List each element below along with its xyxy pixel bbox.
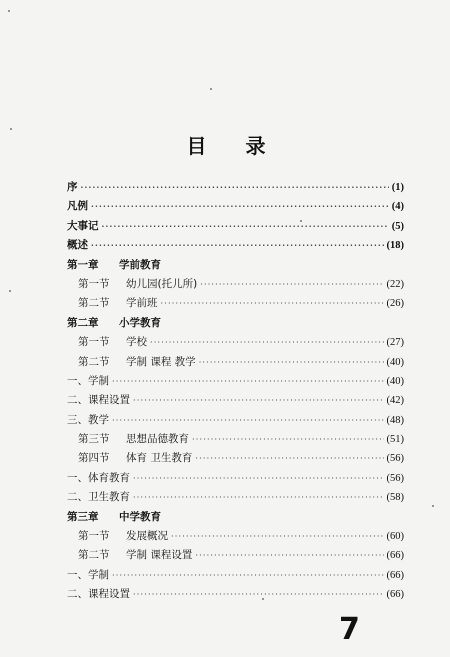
dot-leader xyxy=(200,275,383,294)
dot-leader xyxy=(81,178,389,197)
toc-entry-number: 第二节 xyxy=(78,355,110,368)
toc-entry xyxy=(67,178,404,197)
toc-entry-page: (40) xyxy=(386,375,404,387)
toc-entry-label: 发展概况 xyxy=(126,530,168,543)
toc-entry-label: 二、课程设置 xyxy=(67,588,130,601)
toc-entry-label: 概述 xyxy=(67,239,88,252)
toc-entry-label: 学前教育 xyxy=(119,258,161,271)
scan-speck xyxy=(10,128,12,130)
dot-leader xyxy=(171,527,384,546)
toc-entry xyxy=(67,256,404,275)
toc-entry xyxy=(67,469,404,488)
scan-speck xyxy=(432,505,434,507)
toc-entry-label: 二、课程设置 xyxy=(67,394,130,407)
toc-entry-number: 第一章 xyxy=(67,258,99,271)
toc-entry xyxy=(67,294,404,313)
dot-leader xyxy=(91,236,384,255)
toc-entry-label: 思想品德教育 xyxy=(126,433,189,446)
toc-entry-page: (40) xyxy=(386,356,404,368)
toc-entry xyxy=(67,546,404,565)
toc-entry-page: (60) xyxy=(386,531,404,543)
toc-entry-page: (58) xyxy=(386,492,404,504)
toc-entry-label: 一、体育教育 xyxy=(67,471,130,484)
toc-entry-label: 学前班 xyxy=(126,297,158,310)
dot-leader xyxy=(195,546,383,565)
dot-leader xyxy=(133,391,384,410)
toc-entry-page: (66) xyxy=(386,569,404,581)
toc-entry xyxy=(67,372,404,391)
dot-leader xyxy=(133,585,384,604)
toc-entry-page: (66) xyxy=(386,589,404,601)
toc-entry xyxy=(67,527,404,546)
toc-entry xyxy=(67,430,404,449)
scan-speck xyxy=(8,10,10,12)
toc-entry xyxy=(67,449,404,468)
toc-entry xyxy=(67,314,404,333)
toc-entry-label: 一、学制 xyxy=(67,568,109,581)
toc-entry xyxy=(67,353,404,372)
toc-entry-label: 凡例 xyxy=(67,200,88,213)
toc-entry xyxy=(67,585,404,604)
toc-entry-label: 幼儿园(托儿所) xyxy=(126,277,198,290)
toc-entry xyxy=(67,333,404,352)
toc-entry xyxy=(67,508,404,527)
toc-entry-page: (18) xyxy=(386,240,404,252)
dot-leader xyxy=(133,488,384,507)
toc-entry-page: (56) xyxy=(386,472,404,484)
toc-entry-number: 第二节 xyxy=(78,297,110,310)
toc-entry-label: 三、教学 xyxy=(67,413,109,426)
toc-entry-page: (66) xyxy=(386,550,404,562)
page-title: 目 录 xyxy=(186,134,282,158)
dot-leader xyxy=(102,217,389,236)
toc-entry xyxy=(67,197,404,216)
page-number: 7 xyxy=(339,612,360,647)
toc-entry-page: (51) xyxy=(386,434,404,446)
dot-leader xyxy=(150,333,384,352)
toc-entry-label: 二、卫生教育 xyxy=(67,491,130,504)
toc-entry-number: 第一节 xyxy=(78,277,110,290)
toc-entry-label: 序 xyxy=(67,181,78,193)
toc-entry-number: 第三章 xyxy=(67,510,99,523)
dot-leader xyxy=(195,449,383,468)
scan-speck xyxy=(210,88,212,90)
dot-leader xyxy=(161,294,384,313)
scan-speck xyxy=(9,290,11,292)
toc-entry-page: (48) xyxy=(386,414,404,426)
toc-entry-label: 学制 课程设置 xyxy=(126,549,193,562)
dot-leader xyxy=(133,469,384,488)
scan-speck xyxy=(262,598,264,600)
dot-leader xyxy=(192,430,384,449)
toc-entry-number: 第二节 xyxy=(78,549,110,562)
toc-entry-number: 第三节 xyxy=(78,433,110,446)
toc-entry xyxy=(67,391,404,410)
toc-entry-label: 学校 xyxy=(126,336,147,349)
dot-leader xyxy=(199,353,384,372)
toc-entry-page: (56) xyxy=(386,453,404,465)
toc-entry-page: (42) xyxy=(386,395,404,407)
dot-leader xyxy=(112,372,384,391)
toc-entry-label: 体育 卫生教育 xyxy=(126,452,193,465)
toc-entry-label: 一、学制 xyxy=(67,374,109,387)
toc-entry-page: (1) xyxy=(391,182,404,193)
toc-entry xyxy=(67,488,404,507)
toc-entry xyxy=(67,566,404,585)
dot-leader xyxy=(91,197,389,216)
toc-entry-page: (26) xyxy=(386,298,404,310)
toc-entry-label: 大事记 xyxy=(67,219,99,232)
scan-speck xyxy=(300,220,302,222)
toc-entry-label: 学制 课程 教学 xyxy=(126,355,196,368)
toc-entry-page: (4) xyxy=(391,201,404,213)
toc-entry-page: (5) xyxy=(391,220,404,232)
toc-entry-page: (22) xyxy=(386,278,404,290)
toc-entry-label: 小学教育 xyxy=(119,316,161,329)
toc-entry-number: 第四节 xyxy=(78,452,110,465)
toc-entry xyxy=(67,236,404,255)
toc-entry-label: 中学教育 xyxy=(119,510,161,523)
toc-entry xyxy=(67,217,404,236)
toc-entry-number: 第一节 xyxy=(78,336,110,349)
dot-leader xyxy=(112,411,384,430)
toc-entry-number: 第二章 xyxy=(67,316,99,329)
toc-entry-number: 第一节 xyxy=(78,530,110,543)
toc-entry xyxy=(67,411,404,430)
dot-leader xyxy=(112,566,384,585)
toc-entry xyxy=(67,275,404,294)
toc-entry-page: (27) xyxy=(386,337,404,349)
table-of-contents xyxy=(67,178,404,605)
